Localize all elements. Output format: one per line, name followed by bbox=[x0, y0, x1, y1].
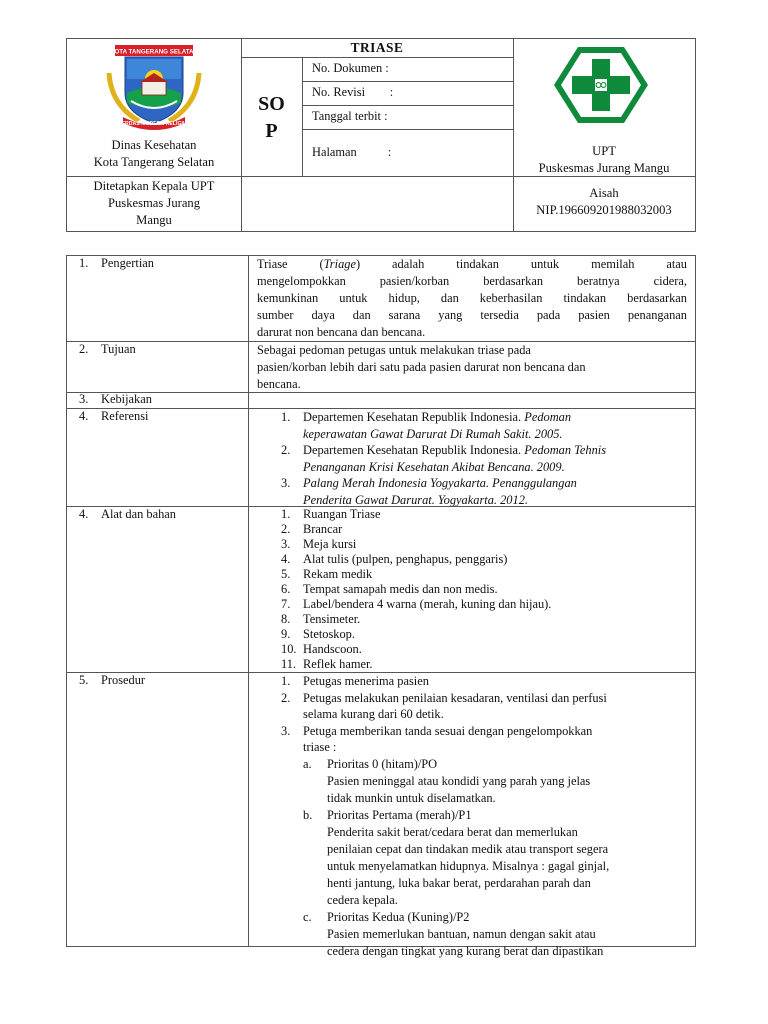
kota-tangerang-selatan-emblem bbox=[105, 43, 203, 131]
list-item: 6. Tempat samapah medis dan non medis. bbox=[281, 582, 498, 596]
priority-item: a. Prioritas 0 (hitam)/PO Pasien meninggal atau kondidi yang parah yang jelas tidak munkin untuk diselamatkan. bbox=[303, 756, 687, 807]
row-number: 1. bbox=[79, 256, 89, 270]
list-item: 1. Ruangan Triase bbox=[281, 507, 381, 521]
list-item: 9. Stetoskop. bbox=[281, 627, 355, 641]
list-item: 1. Petugas menerima pasien bbox=[281, 674, 429, 688]
sop-label-2: P bbox=[265, 120, 278, 142]
list-item: 10. Handscoon. bbox=[281, 642, 362, 656]
row-label: Kebijakan bbox=[101, 392, 152, 406]
priority-heading: Prioritas 0 (hitam)/PO bbox=[327, 756, 438, 771]
ditetapkan-line-2: Puskesmas Jurang bbox=[108, 196, 200, 210]
emblem-ribbon-text: CERDAS MODERN RELIGIUS bbox=[117, 121, 191, 127]
row-pengertian bbox=[67, 256, 695, 341]
upt-name: Puskesmas Jurang Mangu bbox=[538, 161, 670, 175]
upt-label: UPT bbox=[592, 144, 616, 158]
org-name: Dinas Kesehatan bbox=[111, 138, 197, 152]
list-item: 2. Brancar bbox=[281, 522, 343, 536]
row-label: Pengertian bbox=[101, 256, 154, 270]
row-prosedur bbox=[67, 672, 695, 958]
row-kebijakan bbox=[67, 392, 695, 408]
list-item: 2. Petugas melakukan penilaian kesadaran, ventilasi dan perfusi selama kurang dari 60 detik. bbox=[281, 690, 607, 721]
row-label: Referensi bbox=[101, 409, 149, 423]
list-item: 3. Petuga memberikan tanda sesuai dengan pengelompokkan triase : bbox=[281, 723, 593, 754]
priority-item: b. Prioritas Pertama (merah)/P1 Penderita sakit berat/cedara berat dan memerlukan penilaian cepat dan tindakan medik atau transport segera untuk menyelamatkan hidupnya. Misalnya : gagal ginjal, henti jantung, luka bakar berat, perdarahan parah dan cedera kepala. bbox=[303, 807, 687, 909]
row-alat-dan-bahan bbox=[67, 506, 695, 672]
pengertian-text: Triase (Triage) adalah tindakan untuk memilah atau mengelompokkan pasien/korban berdasarkan beratnya cidera, kemunkinan untuk hidup, dan keberhasilan tindakan berdasarkan sumber daya dan sarana yang tersedia pada pasien penanganan darurat non bencana dan bencana. bbox=[257, 257, 688, 339]
field-no-dokumen: No. Dokumen : bbox=[312, 61, 389, 75]
ditetapkan-line-3: Mangu bbox=[136, 213, 172, 227]
list-item: 8. Tensimeter. bbox=[281, 612, 361, 626]
list-item: 4. Alat tulis (pulpen, penghapus, penggaris) bbox=[281, 552, 508, 566]
list-item: 3. Meja kursi bbox=[281, 537, 357, 551]
field-no-revisi: No. Revisi : bbox=[312, 85, 394, 99]
list-item: 2. Departemen Kesehatan Republik Indonesia. Pedoman Tehnis Penanganan Krisi Kesehatan Akibat Bencana. 2009. bbox=[281, 443, 607, 474]
ditetapkan-line-1: Ditetapkan Kepala UPT bbox=[93, 179, 215, 193]
document-title: TRIASE bbox=[350, 40, 404, 55]
priority-item: c. Prioritas Kedua (Kuning)/P2 Pasien memerlukan bantuan, namun dengan sakit atau cedera dengan tingkat yang kurang berat dan dipastikan bbox=[303, 909, 687, 960]
row-label: Prosedur bbox=[101, 673, 146, 687]
priority-heading: Prioritas Kedua (Kuning)/P2 bbox=[327, 909, 470, 924]
field-halaman: Halaman : bbox=[312, 145, 392, 159]
org-city: Kota Tangerang Selatan bbox=[93, 155, 215, 169]
row-number: 5. bbox=[79, 673, 89, 687]
list-item: 1. Departemen Kesehatan Republik Indonesia. Pedoman keperawatan Gawat Darurat Di Rumah Sakit. 2005. bbox=[281, 410, 572, 441]
list-item: 5. Rekam medik bbox=[281, 567, 373, 581]
puskesmas-logo bbox=[552, 45, 650, 125]
tujuan-text: Sebagai pedoman petugas untuk melakukan triase pada pasien/korban lebih dari satu pada pasien darurat non bencana dan bencana. bbox=[257, 343, 586, 391]
row-tujuan bbox=[67, 341, 695, 392]
sop-header bbox=[66, 38, 696, 232]
sop-content-table bbox=[66, 255, 696, 958]
list-item: 11. Reflek hamer. bbox=[281, 657, 373, 671]
row-number: 2. bbox=[79, 342, 89, 356]
row-label: Alat dan bahan bbox=[101, 507, 177, 521]
signer-nip: NIP.196609201988032003 bbox=[536, 203, 672, 217]
row-label: Tujuan bbox=[101, 342, 136, 356]
emblem-banner-text: KOTA TANGERANG SELATAN bbox=[110, 48, 198, 56]
signer-name: Aisah bbox=[589, 186, 619, 200]
list-item: 7. Label/bendera 4 warna (merah, kuning dan hijau). bbox=[281, 597, 552, 611]
row-number: 3. bbox=[79, 392, 89, 406]
priority-heading: Prioritas Pertama (merah)/P1 bbox=[327, 807, 472, 822]
row-number: 4. bbox=[79, 507, 89, 521]
row-referensi bbox=[67, 408, 695, 506]
sop-label-1: SO bbox=[258, 93, 285, 115]
field-tanggal-terbit: Tanggal terbit : bbox=[312, 109, 388, 123]
row-number: 4. bbox=[79, 409, 89, 423]
list-item: 3. Palang Merah Indonesia Yogyakarta. Penanggulangan Penderita Gawat Darurat. Yogyakarta. 2012. bbox=[281, 476, 577, 507]
